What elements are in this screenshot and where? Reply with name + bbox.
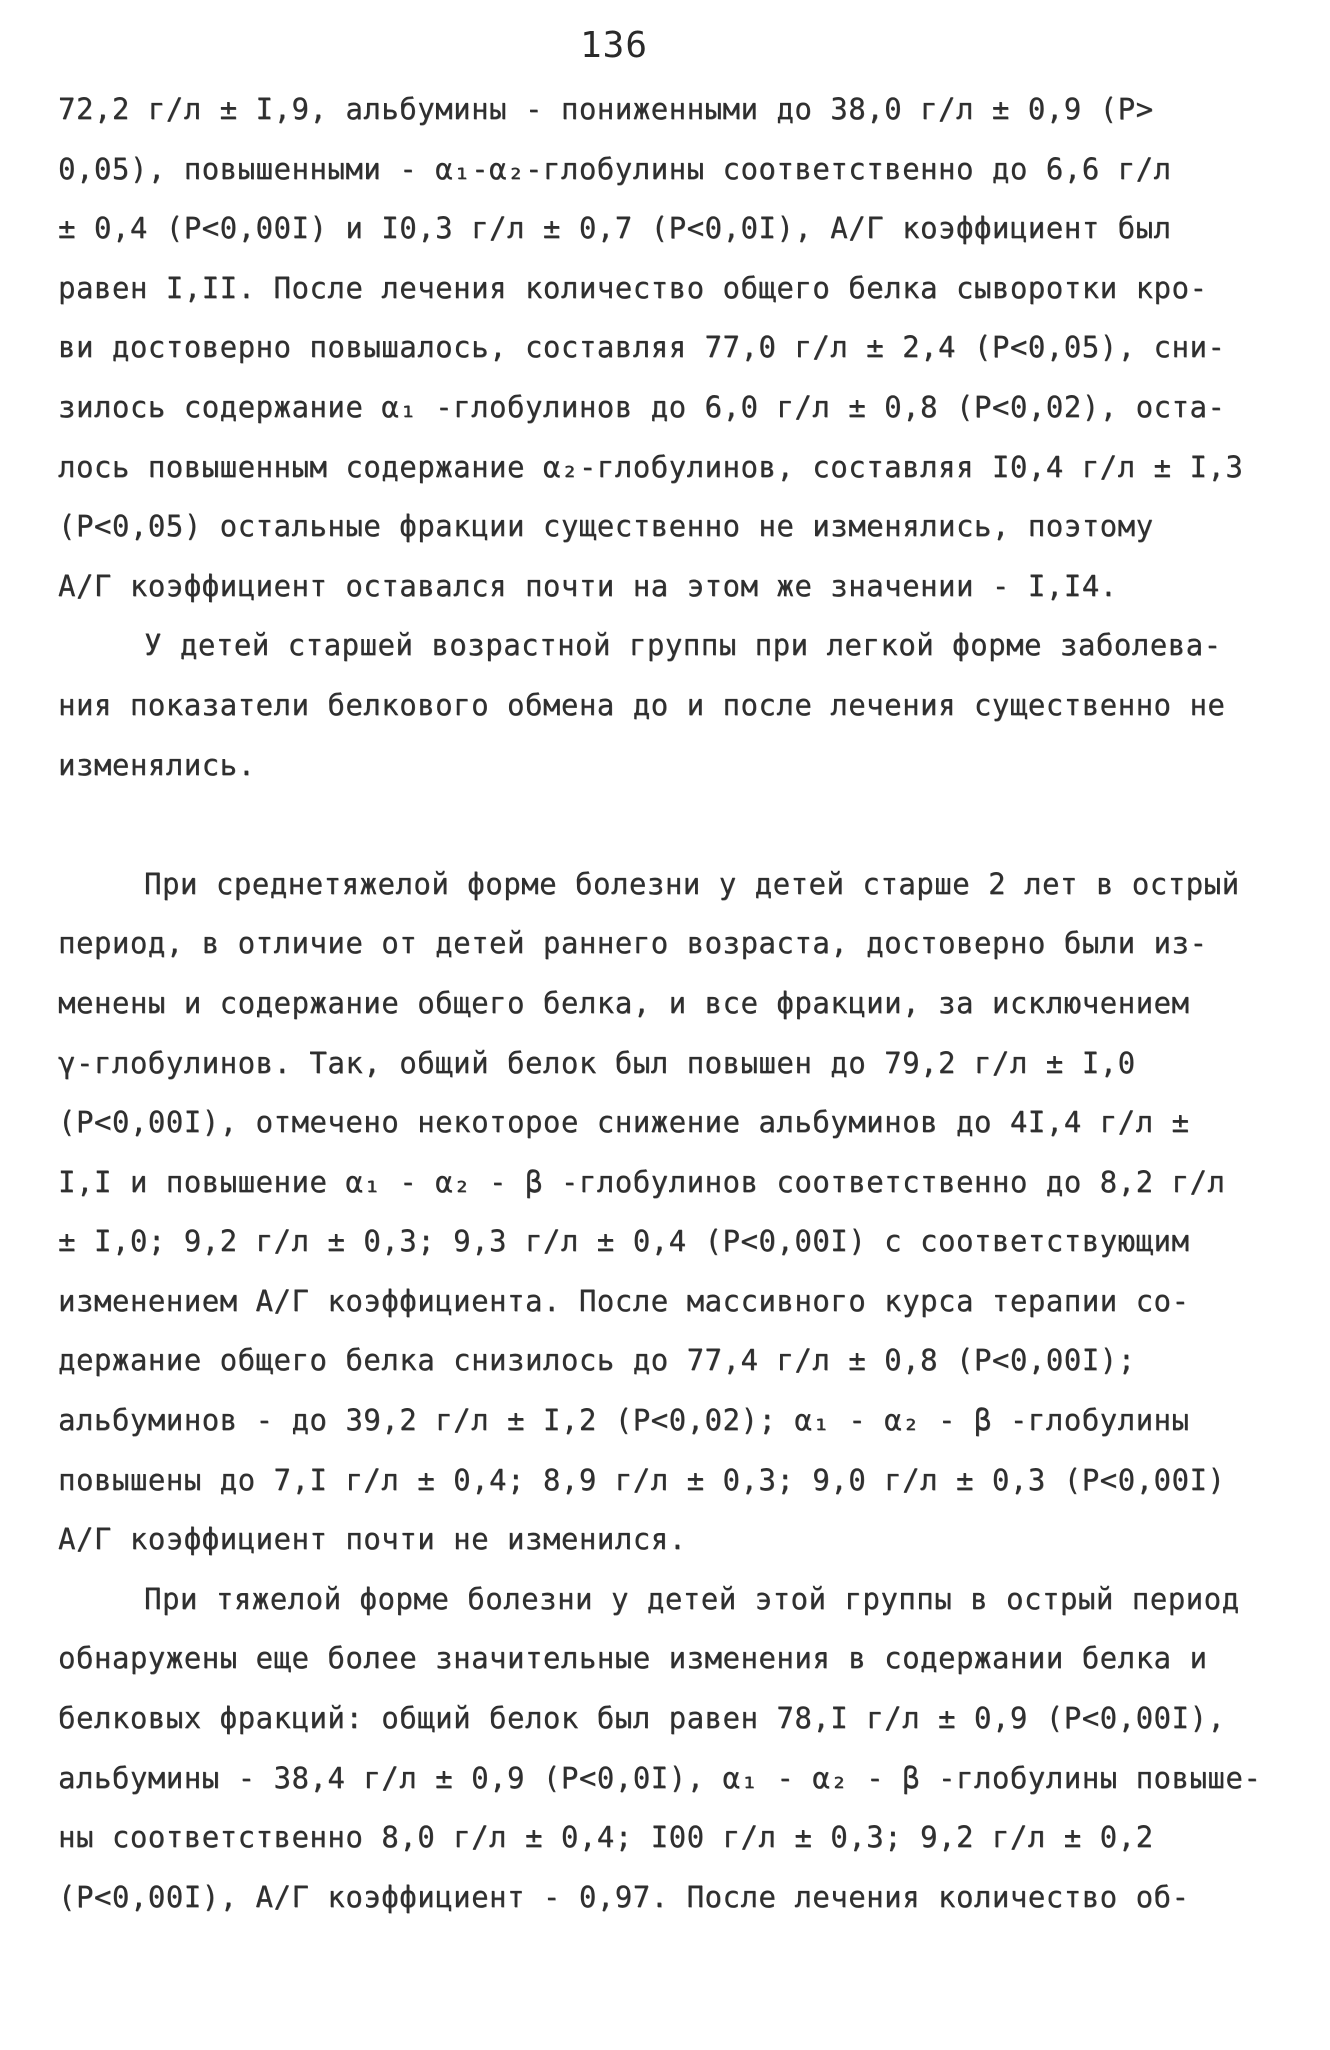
text-line: лось повышенным содержание α₂-глобулинов, составляя I0,4 г/л ± I,3: [58, 449, 1244, 484]
text-line: менены и содержание общего белка, и все фракции, за исключением: [58, 985, 1190, 1020]
paragraph-start-line: При тяжелой форме болезни у детей этой группы в острый период: [144, 1581, 1240, 1616]
blank-line: [58, 795, 1278, 855]
body-text: [58, 80, 1278, 1927]
text-line: белковых фракций: общий белок был равен 78,I г/л ± 0,9 (Р<0,00I),: [58, 1701, 1226, 1736]
text-line: (Р<0,05) остальные фракции существенно не изменялись, поэтому: [58, 509, 1154, 544]
text-line: держание общего белка снизилось до 77,4 г/л ± 0,8 (Р<0,00I);: [58, 1343, 1136, 1378]
text-line: А/Г коэффициент почти не изменился.: [58, 1522, 687, 1557]
text-line: 72,2 г/л ± I,9, альбумины - пониженными до 38,0 г/л ± 0,9 (Р>: [58, 92, 1154, 126]
text-line: ± I,0; 9,2 г/л ± 0,3; 9,3 г/л ± 0,4 (Р<0,00I) с соответствующим: [58, 1224, 1190, 1259]
text-line: ± 0,4 (Р<0,00I) и I0,3 г/л ± 0,7 (Р<0,0I), А/Г коэффициент был: [58, 211, 1172, 246]
text-line: γ-глобулинов. Так, общий белок был повышен до 79,2 г/л ± I,0: [58, 1045, 1136, 1080]
text-line: А/Г коэффициент оставался почти на этом же значении - I,I4.: [58, 568, 1118, 603]
text-line: период, в отличие от детей раннего возраста, достоверно были из-: [58, 926, 1208, 961]
text-line: 0,05), повышенными - α₁-α₂-глобулины соответственно до 6,6 г/л: [58, 151, 1172, 186]
text-line: ви достоверно повышалось, составляя 77,0 г/л ± 2,4 (Р<0,05), сни-: [58, 330, 1226, 365]
text-line: изменялись.: [58, 747, 256, 782]
paragraph-start-line: У детей старшей возрастной группы при легкой форме заболева-: [144, 628, 1222, 663]
text-line: повышены до 7,I г/л ± 0,4; 8,9 г/л ± 0,3; 9,0 г/л ± 0,3 (Р<0,00I): [58, 1462, 1226, 1497]
text-line: (Р<0,00I), отмечено некоторое снижение альбуминов до 4I,4 г/л ±: [58, 1105, 1190, 1140]
text-line: I,I и повышение α₁ - α₂ - β -глобулинов соответственно до 8,2 г/л: [58, 1164, 1226, 1199]
page-number: 136: [580, 25, 649, 66]
text-line: альбумины - 38,4 г/л ± 0,9 (Р<0,0I), α₁ - α₂ - β -глобулины повыше-: [58, 1760, 1262, 1795]
paragraph-start-line: При среднетяжелой форме болезни у детей старше 2 лет в острый: [144, 866, 1240, 901]
text-line: альбуминов - до 39,2 г/л ± I,2 (Р<0,02); α₁ - α₂ - β -глобулины: [58, 1403, 1190, 1438]
text-line: ния показатели белкового обмена до и после лечения существенно не: [58, 687, 1226, 722]
text-line: ны соответственно 8,0 г/л ± 0,4; I00 г/л ± 0,3; 9,2 г/л ± 0,2: [58, 1820, 1154, 1855]
text-line: обнаружены еще более значительные изменения в содержании белка и: [58, 1641, 1208, 1676]
text-line: равен I,II. После лечения количество общего белка сыворотки кро-: [58, 270, 1208, 305]
text-line: зилось содержание α₁ -глобулинов до 6,0 г/л ± 0,8 (Р<0,02), оста-: [58, 389, 1226, 424]
text-line: изменением А/Г коэффициента. После массивного курса терапии со-: [58, 1283, 1190, 1318]
text-line: (Р<0,00I), А/Г коэффициент - 0,97. После лечения количество об-: [58, 1879, 1190, 1914]
